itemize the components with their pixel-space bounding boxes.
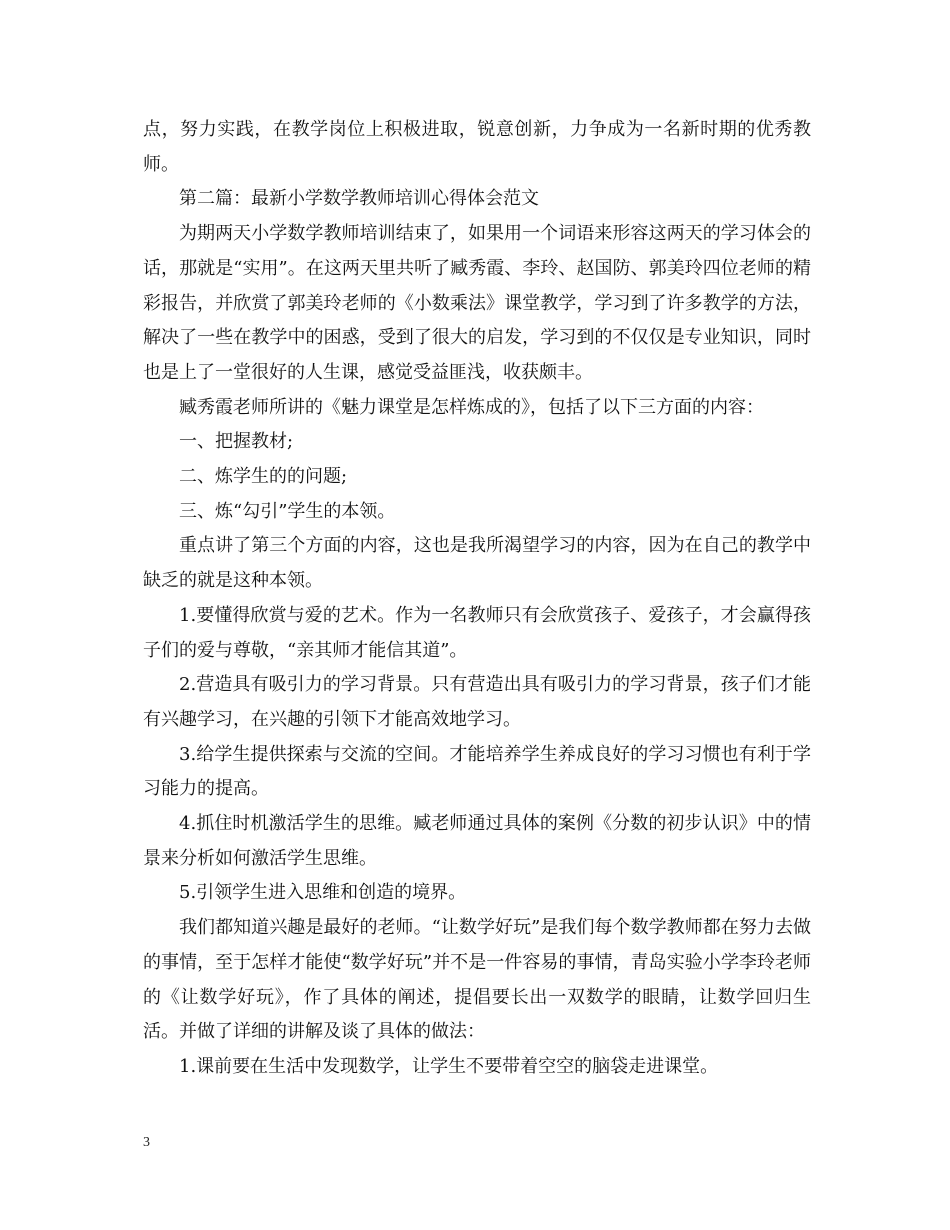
list-item: 1.课前要在生活中发现数学，让学生不要带着空空的脑袋走进课堂。 (179, 1055, 719, 1077)
list-item: 3.给学生提供探索与交流的空间。才能培养学生养成良好的学习习惯也有利于学习能力的提高。 (143, 743, 811, 800)
list-item: 三、炼“勾引”学生的本领。 (179, 500, 396, 522)
list-item: 4.抓住时机激活学生的思维。臧老师通过具体的案例《分数的初步认识》中的情景来分析如何激活学生思维。 (143, 813, 811, 869)
page-number: 3 (143, 1135, 150, 1150)
list-item: 5.引领学生进入思维和创造的境界。 (179, 882, 467, 904)
paragraph: 为期两天小学数学教师培训结束了，如果用一个词语来形容这两天的学习体会的话，那就是“实用”。在这两天里共听了臧秀霞、李玲、赵国防、郭美玲四位老师的精彩报告，并欣赏了郭美玲老师的《小数乘法》课堂教学，学习到了许多教学的方法，解决了一些在教学中的困惑，受到了很大的启发，学习到的不仅仅是专业知识，同时也是上了一堂很好的人生课，感觉受益匪浅，收获颇丰。 (143, 223, 811, 383)
paragraph: 重点讲了第三个方面的内容，这也是我所渴望学习的内容，因为在自己的教学中缺乏的就是这种本领。 (143, 535, 811, 592)
paragraph: 点，努力实践，在教学岗位上积极进取，锐意创新，力争成为一名新时期的优秀教师。 (143, 119, 811, 175)
list-item: 1.要懂得欣赏与爱的艺术。作为一名教师只有会欣赏孩子、爱孩子，才会赢得孩子们的爱与尊敬，“亲其师才能信其道”。 (143, 604, 811, 661)
list-item: 一、把握教材; (179, 431, 294, 453)
paragraph: 臧秀霞老师所讲的《魅力课堂是怎样炼成的》，包括了以下三方面的内容： (179, 396, 764, 418)
list-item: 二、炼学生的的问题; (179, 466, 348, 488)
paragraph: 我们都知道兴趣是最好的老师。“让数学好玩”是我们每个数学教师都在努力去做的事情，至于怎样才能使“数学好玩”并不是一件容易的事情，青岛实验小学李玲老师的《让数学好玩》，作了具体的阐述，提倡要长出一双数学的眼睛，让数学回归生活。并做了详细的讲解及谈了具体的做法： (143, 917, 811, 1043)
section-heading: 第二篇：最新小学数学教师培训心得体会范文 (179, 188, 539, 210)
list-item: 2.营造具有吸引力的学习背景。只有营造出具有吸引力的学习背景，孩子们才能有兴趣学习，在兴趣的引领下才能高效地学习。 (143, 674, 811, 730)
document-body (143, 113, 811, 1085)
